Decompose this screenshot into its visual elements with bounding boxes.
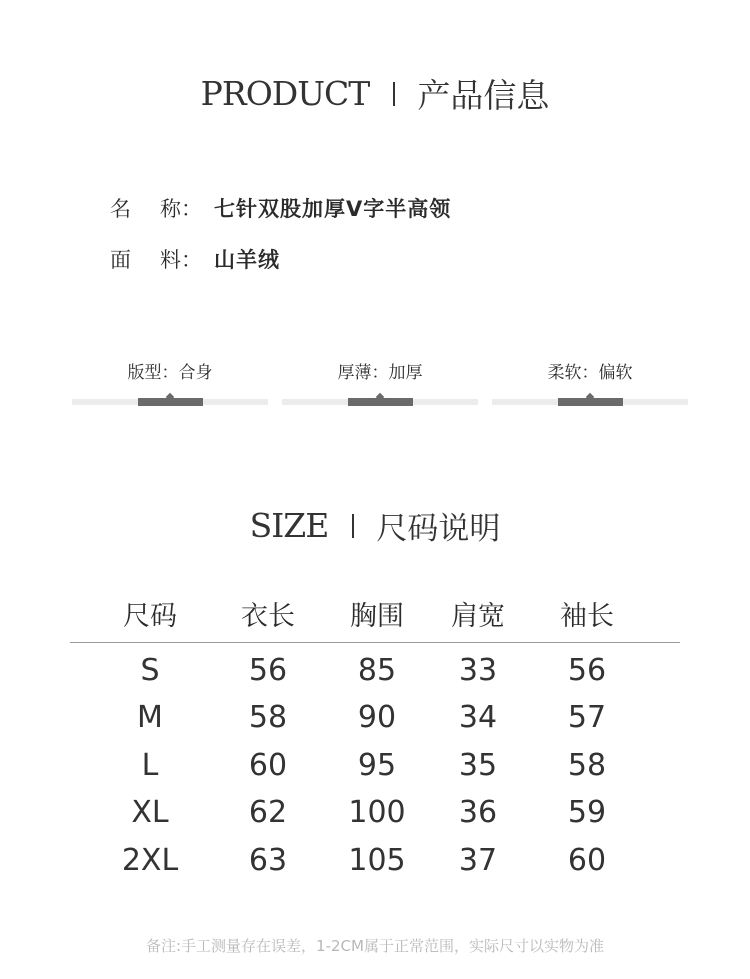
table-row (0, 748, 750, 795)
size-table-header (0, 594, 750, 630)
attribute-thickness (282, 358, 478, 405)
info-key (110, 244, 214, 274)
table-cell: 33 (458, 653, 498, 688)
info-key-char: 料： (160, 248, 202, 272)
measurement-note: 备注:手工测量存在误差，1-2CM属于正常范围，实际尺寸以实物为准 (146, 937, 604, 955)
table-cell: 90 (357, 700, 397, 735)
column-header-length: 衣长 (241, 601, 295, 632)
table-cell: L (141, 748, 159, 783)
table-cell: 2XL (121, 843, 179, 878)
table-cell: 60 (567, 843, 607, 878)
product-title-en: PRODUCT (200, 74, 370, 113)
attribute-softness (492, 358, 688, 405)
table-row (0, 795, 750, 842)
table-row (0, 843, 750, 890)
table-cell: 36 (458, 795, 498, 830)
product-title-zh: 产品信息 (417, 76, 550, 115)
attribute-track (492, 399, 688, 405)
attribute-track (72, 399, 268, 405)
attribute-fit (72, 358, 268, 405)
table-row (0, 653, 750, 700)
table-cell: 37 (458, 843, 498, 878)
attribute-track (282, 399, 478, 405)
table-cell: 95 (357, 748, 397, 783)
table-cell: 56 (567, 653, 607, 688)
table-cell: 60 (248, 748, 288, 783)
info-value-fabric: 山羊绒 (214, 248, 280, 272)
size-section-title (0, 503, 750, 548)
info-value-name: 七针双股加厚V字半高领 (214, 197, 452, 221)
info-row-name (110, 193, 451, 223)
table-cell: 34 (458, 700, 498, 735)
table-cell: 105 (348, 843, 406, 878)
table-cell: 59 (567, 795, 607, 830)
info-key (110, 193, 214, 223)
table-cell: M (137, 700, 163, 735)
size-title-zh: 尺码说明 (376, 511, 501, 547)
table-cell: XL (131, 795, 169, 830)
info-key-char: 面 (110, 248, 131, 272)
table-divider (70, 642, 680, 643)
info-row-fabric (110, 244, 280, 274)
title-divider (352, 514, 354, 538)
column-header-shoulder: 肩宽 (451, 601, 505, 632)
title-divider (393, 82, 395, 106)
table-cell: 56 (248, 653, 288, 688)
table-cell: 57 (567, 700, 607, 735)
column-header-size: 尺码 (123, 601, 177, 632)
table-cell: 63 (248, 843, 288, 878)
table-cell: 58 (248, 700, 288, 735)
table-cell: 100 (348, 795, 406, 830)
column-header-chest: 胸围 (350, 601, 404, 632)
table-cell: 85 (357, 653, 397, 688)
table-cell: 62 (248, 795, 288, 830)
attribute-label: 版型：合身 (127, 363, 213, 383)
table-cell: 35 (458, 748, 498, 783)
info-key-char: 称： (160, 197, 202, 221)
product-section-title (0, 70, 750, 117)
table-row (0, 700, 750, 747)
table-cell: 58 (567, 748, 607, 783)
attribute-label: 柔软：偏软 (547, 363, 633, 383)
table-cell: S (140, 653, 160, 688)
attribute-label: 厚薄：加厚 (337, 363, 423, 383)
info-key-char: 名 (110, 197, 131, 221)
size-title-en: SIZE (249, 506, 329, 545)
column-header-sleeve: 袖长 (560, 601, 614, 632)
